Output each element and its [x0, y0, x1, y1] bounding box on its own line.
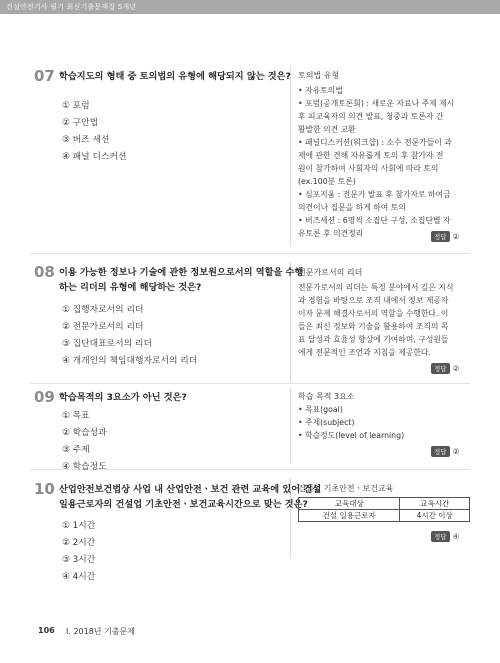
- answer-badge: 정답 ④: [431, 531, 459, 542]
- option[interactable]: ③ 3시간: [62, 555, 96, 565]
- question-text: 이용 가능한 정보나 기술에 관한 정보원으로서의 역할을 수행 하는 리더의 유형에 해당하는 것은?: [59, 267, 304, 293]
- answer-badge: 정답 ②: [431, 231, 459, 242]
- explanation-body: 전문가로서의 리더는 특정 분야에서 깊은 지식 과 경험을 바탕으로 조직 내에서 정보 제공자 이자 문제 해결사로서의 역할을 수행한다. 이 들은 최신 정보와 기술을 활용하여 조직의 목 표 달성과 효율성 향상에 기여하며, 구성원들 에게 전문적인 조언과 지침을 제공한다.: [298, 283, 454, 357]
- table-cell: 4시간 이상: [400, 510, 470, 522]
- header-title: 건설안전기사 필기 최신기출문제집 5개년: [6, 3, 137, 11]
- option[interactable]: ② 전문가로서의 리더: [62, 322, 144, 332]
- answer-tag: 정답: [431, 363, 450, 374]
- section-divider: [30, 383, 470, 384]
- option[interactable]: ② 2시간: [62, 538, 96, 548]
- table-cell: 건설 일용근로자: [299, 510, 400, 522]
- page-number: 106: [38, 626, 55, 635]
- option[interactable]: ④ 학습정도: [62, 462, 107, 472]
- option[interactable]: ③ 집단대표로서의 리더: [62, 339, 152, 349]
- question-number: 09: [34, 388, 55, 406]
- table-header-cell: 교육시간: [400, 498, 470, 510]
- option[interactable]: ③ 주제: [62, 445, 90, 455]
- answer-badge: 정답 ②: [431, 363, 459, 374]
- explanation-title: 전문가로서의 리더: [298, 268, 363, 277]
- question-number: 07: [34, 67, 55, 85]
- column-divider: [290, 388, 291, 463]
- option[interactable]: ④ 개개인의 책임대행자로서의 리더: [62, 356, 198, 366]
- header-bar: [0, 0, 500, 14]
- option[interactable]: ① 1시간: [62, 521, 96, 531]
- table-row: [299, 510, 470, 522]
- explanation-title: 학습 목적 3요소: [298, 392, 355, 401]
- option[interactable]: ④ 4시간: [62, 572, 96, 582]
- explanation-bullets: • 자유토의법 • 포럼(공개토론회) : 새로운 자료나 주제 제시 후 피교육자의 의견 발표, 청중과 토론자 간 활발한 의견 교환 • 패널디스커션(워크샵) : 소수 전문가들이 과 제에 관한 견해 자유롭게 토의 후 참가자 전 원이 참가하여 사회자의 사회에 따라 토의 (ex.100분 토론) • 심포지움 : 전문가 발표 후 참가자로 하여금 의견이나 질문을 하게 하여 토의 • 버즈세션 : 6명씩 소집단 구성, 소집단별 자 유토론 후 의견정리: [298, 86, 455, 238]
- option[interactable]: ① 목표: [62, 411, 90, 421]
- option[interactable]: ① 집행자로서의 리더: [62, 305, 144, 315]
- table-header-cell: 교육대상: [299, 498, 400, 510]
- answer-tag: 정답: [431, 231, 450, 242]
- question-text: 학습지도의 형태 중 토의법의 유형에 해당되지 않는 것은?: [59, 71, 291, 82]
- option[interactable]: ① 포럼: [62, 101, 90, 111]
- answer-badge: 정답 ②: [431, 446, 459, 457]
- explanation-title: 건설업 기초안전ㆍ보건교육: [298, 484, 394, 493]
- explanation-title: 토의법 유형: [298, 71, 340, 80]
- question-number: 08: [34, 263, 55, 281]
- question-text: 학습목적의 3요소가 아닌 것은?: [59, 392, 187, 403]
- footer-section: Ⅰ. 2018년 기출문제: [66, 627, 135, 636]
- option[interactable]: ④ 패널 디스커션: [62, 152, 127, 162]
- column-divider: [290, 66, 291, 246]
- education-table: [298, 497, 470, 522]
- option[interactable]: ③ 버즈 세션: [62, 135, 110, 145]
- option[interactable]: ② 구안법: [62, 118, 99, 128]
- answer-tag: 정답: [431, 531, 450, 542]
- option[interactable]: ② 학습성과: [62, 428, 107, 438]
- table-header-row: [299, 498, 470, 510]
- question-text: 산업안전보건법상 사업 내 산업안전ㆍ보건 관련 교육에 있어 건설 일용근로자의 건설업 기초안전ㆍ보건교육시간으로 맞는 것은?: [59, 484, 322, 510]
- answer-tag: 정답: [431, 446, 450, 457]
- question-number: 10: [34, 480, 55, 498]
- section-divider: [30, 253, 470, 254]
- explanation-bullets: • 목표(goal) • 주제(subject) • 학습정도(level of learning): [298, 405, 405, 440]
